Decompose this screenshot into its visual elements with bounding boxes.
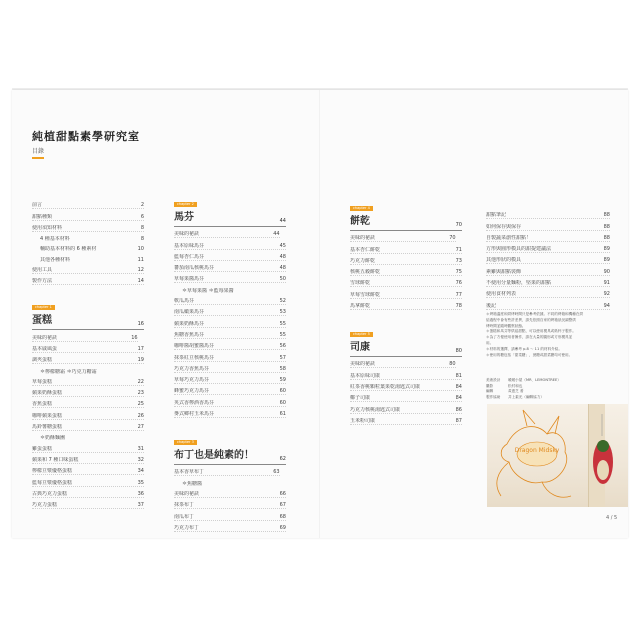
chapter-title: 布丁也是純素的！ 62 bbox=[174, 447, 286, 465]
toc-entry-page: 94 bbox=[603, 302, 610, 309]
toc-entry-label: 草莓蛋糕 bbox=[32, 378, 53, 385]
toc-entry-label: 美味的祕訣 bbox=[174, 490, 200, 497]
credit-line bbox=[486, 395, 606, 401]
credit-value: 松村和也 bbox=[508, 383, 523, 388]
toc-entry bbox=[174, 294, 286, 305]
toc-entry bbox=[32, 209, 144, 220]
page-subtitle: 目錄 bbox=[32, 148, 45, 155]
book-gutter bbox=[319, 90, 320, 538]
toc-entry-page: 90 bbox=[603, 268, 610, 275]
toc-entry bbox=[174, 384, 286, 395]
toc-entry-page: 66 bbox=[279, 490, 286, 497]
note-line: ＊烤箱溫度和烘烤時間只是參考依據。不同的烤箱和機種在烘 bbox=[486, 312, 584, 316]
toc-entry-label: 檸檬豆漿優格蛋糕 bbox=[32, 468, 73, 475]
toc-entry bbox=[174, 395, 286, 406]
toc-entry-label: 麥式鄉村玉米馬芬 bbox=[174, 411, 215, 418]
toc-entry-page: 27 bbox=[137, 424, 144, 431]
toc-entry bbox=[174, 227, 280, 238]
toc-entry-label: 美味的祕訣 bbox=[350, 235, 376, 242]
title-accent-rule bbox=[32, 157, 44, 159]
toc-entry-label: 4 種基本材料 bbox=[40, 236, 70, 243]
toc-entry-page: 48 bbox=[279, 265, 286, 272]
note-line: 用。 bbox=[486, 340, 494, 345]
toc-entry bbox=[350, 242, 462, 253]
toc-entry-page: 11 bbox=[137, 256, 144, 263]
page-number: 4 / 5 bbox=[606, 515, 618, 521]
toc-entry-label: 蘋果和 7 種口味蛋糕 bbox=[32, 456, 79, 463]
toc-entry-label: 巧克力蛋糕 bbox=[32, 502, 58, 509]
toc-entry bbox=[32, 397, 144, 408]
toc-entry-page: 67 bbox=[279, 502, 286, 509]
toc-entry bbox=[174, 362, 286, 373]
toc-entry-page: 78 bbox=[455, 303, 462, 310]
toc-entry-label: 雞蛋蛋糕 bbox=[32, 445, 53, 452]
toc-entry bbox=[486, 298, 610, 309]
toc-entry-label: 基本戚風蛋 bbox=[32, 345, 58, 352]
toc-column-1 bbox=[32, 198, 144, 509]
toc-entry bbox=[174, 283, 286, 293]
toc-entry-label: 素雞與甜點裝飾 bbox=[486, 268, 522, 275]
toc-entry bbox=[32, 263, 144, 274]
note-line: ＊為了方便使用者操作，請在大量的圓形或方形模具並 bbox=[486, 335, 573, 340]
toc-entry-page: 63 bbox=[273, 469, 280, 476]
toc-entry bbox=[486, 208, 610, 219]
toc-entry-label: 巧克力核桃湯匙式司康 bbox=[350, 406, 401, 413]
toc-entry-label: 馬拿餅乾 bbox=[350, 303, 371, 310]
toc-entry-label: 軟瓜馬芬 bbox=[174, 298, 195, 305]
chapter-title: 司康 80 bbox=[350, 339, 462, 357]
toc-entry bbox=[174, 509, 286, 520]
toc-entry-page: 10 bbox=[137, 246, 144, 253]
toc-entry bbox=[32, 198, 144, 209]
toc-entry bbox=[174, 250, 286, 261]
note-line: 焙過程中會有些許差異，請先依照自家的烤箱狀況調整烘 bbox=[486, 317, 576, 322]
toc-entry bbox=[174, 487, 286, 498]
toc-column-2 bbox=[174, 190, 286, 532]
toc-entry bbox=[32, 441, 144, 452]
toc-entry-page: 26 bbox=[137, 412, 144, 419]
toc-entry-page: 16 bbox=[131, 334, 138, 341]
toc-entry-label: 巧克力餅乾 bbox=[350, 257, 376, 264]
toc-entry-page: 75 bbox=[455, 269, 462, 276]
toc-entry-page: 88 bbox=[603, 223, 610, 230]
toc-entry bbox=[174, 350, 286, 361]
credit-value: 井上素光（編輯協力） bbox=[508, 394, 544, 399]
credit-value: 暖暖小屋（MR．LEMONTREE） bbox=[508, 378, 561, 382]
toc-entry-label: 巧克力香蕉馬芬 bbox=[174, 365, 210, 372]
toc-entry-label: 製作方法 bbox=[32, 278, 53, 285]
toc-entry bbox=[32, 364, 144, 374]
toc-entry bbox=[32, 274, 144, 285]
toc-entry-label: 核桃五穀餅乾 bbox=[350, 269, 381, 276]
toc-entry-page: 77 bbox=[455, 291, 462, 298]
toc-entry-page: 55 bbox=[279, 331, 286, 338]
toc-entry-page: 91 bbox=[603, 280, 610, 287]
toc-column-4 bbox=[486, 208, 610, 310]
toc-entry bbox=[350, 357, 456, 368]
toc-entry-label: 蘋果奶酥馬芬 bbox=[174, 320, 205, 327]
credit-value: 黃惠芝 著 bbox=[508, 389, 524, 393]
toc-entry bbox=[350, 402, 462, 413]
toc-entry bbox=[350, 380, 462, 391]
toc-entry-page: 31 bbox=[137, 445, 144, 452]
toc-entry-page: 69 bbox=[279, 524, 286, 531]
toc-entry-label: 抹茶紅豆核桃馬芬 bbox=[174, 354, 215, 361]
toc-entry bbox=[32, 408, 144, 419]
toc-entry-page: 25 bbox=[137, 401, 144, 408]
credit-key: 製作協助 bbox=[486, 394, 501, 399]
toc-entry-page: 86 bbox=[455, 406, 462, 413]
toc-entry bbox=[32, 420, 144, 431]
toc-entry bbox=[32, 375, 144, 386]
note-line: 烤時間並隨時觀察狀態。 bbox=[486, 323, 526, 328]
toc-entry bbox=[350, 276, 462, 287]
toc-entry-page: 52 bbox=[279, 298, 286, 305]
toc-entry-page: 19 bbox=[137, 357, 144, 364]
toc-entry-page: 84 bbox=[455, 395, 462, 402]
toc-entry-page: 44 bbox=[273, 231, 280, 238]
toc-entry-label: ＊焦糖醬 bbox=[182, 480, 203, 487]
toc-entry-label: ＊檸檬糖霜 ＊巧克力糖霜 bbox=[40, 368, 97, 375]
toc-entry-page: 73 bbox=[455, 257, 462, 264]
toc-entry-label: 後記 bbox=[486, 302, 497, 309]
toc-entry-page: 2 bbox=[140, 202, 144, 209]
toc-entry-label: 基本杏仁餅乾 bbox=[350, 246, 381, 253]
toc-entry bbox=[486, 264, 610, 275]
toc-entry-page: 88 bbox=[603, 234, 610, 241]
toc-entry bbox=[32, 221, 144, 232]
toc-column-3 bbox=[350, 194, 462, 425]
toc-entry-page: 59 bbox=[279, 377, 286, 384]
toc-entry bbox=[174, 238, 286, 249]
toc-entry bbox=[32, 330, 138, 341]
toc-entry bbox=[32, 386, 144, 397]
toc-entry-page: 22 bbox=[137, 378, 144, 385]
toc-entry-label: 基本香草布丁 bbox=[174, 469, 205, 476]
toc-entry bbox=[486, 219, 610, 230]
chapter-tag: chapter 4 bbox=[350, 206, 373, 211]
toc-entry-page: 6 bbox=[140, 213, 144, 220]
toc-entry-page: 70 bbox=[449, 235, 456, 242]
toc-entry-page: 8 bbox=[140, 224, 144, 231]
toc-entry-label: 藍莓豆漿優格蛋糕 bbox=[32, 479, 73, 486]
toc-entry-page: 87 bbox=[455, 417, 462, 424]
toc-entry-label: ＊草莓果醬 ＊藍莓果醬 bbox=[182, 287, 234, 294]
toc-entry bbox=[32, 498, 144, 509]
toc-entry bbox=[32, 242, 144, 252]
note-line: ＊材料的選擇，請參考 p.8 ～ 11 的材料介紹。 bbox=[486, 346, 562, 351]
credit-key: 攝影 bbox=[486, 383, 494, 388]
toc-entry-label: 咖啡醬胡蜜醬馬芬 bbox=[174, 343, 215, 350]
toc-entry bbox=[486, 242, 610, 253]
toc-entry-page: 57 bbox=[279, 354, 286, 361]
toc-entry bbox=[350, 391, 462, 402]
toc-entry-label: 南瓜布丁 bbox=[174, 513, 195, 520]
toc-entry-label: 蕃茄南瓜核桃馬芬 bbox=[174, 265, 215, 272]
toc-entry bbox=[174, 305, 286, 316]
toc-entry-page: 60 bbox=[279, 388, 286, 395]
chapter-title: 馬芬 44 bbox=[174, 209, 286, 227]
toc-entry-label: 基本原味馬芬 bbox=[174, 242, 205, 249]
dragon-label: Dragon Midsky bbox=[514, 447, 560, 454]
toc-entry bbox=[32, 475, 144, 486]
toc-entry bbox=[486, 231, 610, 242]
toc-entry bbox=[32, 342, 144, 353]
toc-entry-label: 使用須知材料 bbox=[32, 224, 63, 231]
toc-entry bbox=[32, 353, 144, 364]
toc-entry-label: 其他形狀的模具 bbox=[486, 257, 522, 264]
toc-entry-page: 92 bbox=[603, 291, 610, 298]
toc-entry-label: ＊奶酥麵團 bbox=[40, 435, 66, 442]
toc-entry-page: 37 bbox=[137, 502, 144, 509]
toc-entry bbox=[486, 253, 610, 264]
toc-entry-page: 89 bbox=[603, 257, 610, 264]
credits-block bbox=[486, 378, 606, 400]
toc-entry-label: 草莓雪球餅乾 bbox=[350, 291, 381, 298]
toc-entry-page: 45 bbox=[279, 242, 286, 249]
toc-entry-page: 14 bbox=[137, 278, 144, 285]
toc-entry-label: 草莓果醬馬芬 bbox=[174, 276, 205, 283]
toc-entry bbox=[174, 339, 286, 350]
toc-entry-page: 81 bbox=[455, 372, 462, 379]
chapter-title: 餅乾 70 bbox=[350, 213, 462, 231]
toc-entry bbox=[174, 476, 286, 486]
toc-entry-page: 89 bbox=[603, 246, 610, 253]
toc-entry bbox=[350, 254, 462, 265]
toc-entry-label: 雪球餅乾 bbox=[350, 280, 371, 287]
toc-entry-label: 咖啡蘋果蛋糕 bbox=[32, 412, 63, 419]
toc-entry bbox=[32, 431, 144, 441]
dragon-illustration bbox=[487, 404, 628, 507]
toc-entry-page: 55 bbox=[279, 320, 286, 327]
toc-entry bbox=[174, 272, 286, 283]
toc-entry-label: 其他各種材料 bbox=[40, 256, 71, 263]
toc-entry-label: 自製蔬菜創性甜點！ bbox=[486, 234, 532, 241]
toc-entry-page: 56 bbox=[279, 343, 286, 350]
chapter-tag: chapter 5 bbox=[350, 332, 373, 337]
toc-entry bbox=[32, 453, 144, 464]
toc-entry-label: 南瓜橄果馬芬 bbox=[174, 309, 205, 316]
toc-entry-page: 71 bbox=[455, 246, 462, 253]
toc-entry-page: 58 bbox=[279, 365, 286, 372]
toc-entry-page: 68 bbox=[279, 513, 286, 520]
toc-entry-label: 蘋果奶酥蛋糕 bbox=[32, 390, 63, 397]
toc-entry-label: 古典巧克力蛋糕 bbox=[32, 490, 68, 497]
toc-entry-page: 61 bbox=[279, 411, 286, 418]
toc-entry-page: 48 bbox=[279, 253, 286, 260]
chapter-tag: chapter 2 bbox=[174, 202, 197, 207]
toc-entry-label: 美味的祕訣 bbox=[32, 334, 58, 341]
toc-entry-label: 方形與圓形模具的甜提建議法 bbox=[486, 246, 552, 253]
toc-entry-label: 甜點種類 bbox=[32, 213, 53, 220]
toc-entry-page: 84 bbox=[455, 383, 462, 390]
toc-entry-label: 美味的祕訣 bbox=[174, 231, 200, 238]
toc-entry-page: 88 bbox=[603, 212, 610, 219]
toc-entry-page: 50 bbox=[279, 276, 286, 283]
toc-entry-page: 12 bbox=[137, 267, 144, 274]
toc-entry bbox=[174, 407, 286, 418]
toc-entry bbox=[174, 465, 280, 476]
toc-entry-label: 英式香檸酒香馬芬 bbox=[174, 399, 215, 406]
notes-block bbox=[486, 312, 614, 358]
toc-entry-page: 17 bbox=[137, 345, 144, 352]
toc-entry-label: 藍莓杏仁馬芬 bbox=[174, 253, 205, 260]
toc-entry bbox=[350, 414, 462, 425]
toc-entry bbox=[174, 498, 286, 509]
chapter-tag: chapter 3 bbox=[174, 440, 197, 445]
toc-entry-label: 焦糖香蕉馬芬 bbox=[174, 331, 205, 338]
toc-entry bbox=[174, 373, 286, 384]
toc-entry-label: 如何保存與保存 bbox=[486, 223, 522, 230]
toc-entry-label: 美味的祕訣 bbox=[350, 361, 376, 368]
toc-entry bbox=[486, 276, 610, 287]
toc-entry-label: 巧克力布丁 bbox=[174, 524, 200, 531]
toc-entry-label: 抹茶布丁 bbox=[174, 502, 195, 509]
toc-entry-page: 80 bbox=[449, 361, 456, 368]
toc-entry bbox=[350, 231, 456, 242]
toc-entry-page: 34 bbox=[137, 468, 144, 475]
toc-entry bbox=[350, 265, 462, 276]
toc-entry-label: 甜點筆記 bbox=[486, 212, 507, 219]
toc-entry bbox=[350, 287, 462, 298]
toc-entry bbox=[32, 487, 144, 498]
note-line: ＊使用的糖包括「甜菜糖」，蔗糖或甜菜糖均可使用。 bbox=[486, 352, 573, 357]
toc-entry bbox=[174, 521, 286, 532]
note-line: ＊蛋糕和馬芬等烘焙甜點，可以使用模具或紙杯子製作。 bbox=[486, 329, 576, 334]
toc-entry bbox=[32, 232, 144, 242]
toc-entry-label: 使用食材列表 bbox=[486, 291, 517, 298]
toc-entry-label: 玉米粉司康 bbox=[350, 417, 376, 424]
toc-entry-page: 32 bbox=[137, 456, 144, 463]
toc-entry-page: 8 bbox=[140, 236, 144, 243]
toc-entry bbox=[32, 464, 144, 475]
toc-entry bbox=[174, 316, 286, 327]
toc-entry-label: 椰子司康 bbox=[350, 395, 371, 402]
toc-entry-label: 不使用分量麵粉，堅果的甜點 bbox=[486, 280, 552, 287]
toc-entry-page: 35 bbox=[137, 479, 144, 486]
toc-entry bbox=[350, 368, 462, 379]
chapter-title: 蛋糕 16 bbox=[32, 312, 144, 330]
toc-entry bbox=[174, 328, 286, 339]
toc-entry-page: 53 bbox=[279, 309, 286, 316]
toc-entry-page: 23 bbox=[137, 390, 144, 397]
page-title: 純植甜點素學研究室 bbox=[32, 130, 140, 143]
toc-entry bbox=[486, 287, 610, 298]
toc-entry-label: 使用工具 bbox=[32, 267, 53, 274]
toc-entry-page: 60 bbox=[279, 399, 286, 406]
toc-entry-label: 紅茶香桃顆粒葉果乾湯匙式司康 bbox=[350, 383, 421, 390]
toc-entry-label: 草莓巧克力馬芬 bbox=[174, 377, 210, 384]
credit-key: 美術設計 bbox=[486, 378, 501, 382]
toc-entry-label: 基本原味司康 bbox=[350, 372, 381, 379]
toc-entry bbox=[350, 299, 462, 310]
toc-entry bbox=[174, 261, 286, 272]
toc-entry-label: 蜂蜜巧克力馬芬 bbox=[174, 388, 210, 395]
toc-entry-label: 前言 bbox=[32, 202, 43, 209]
toc-entry-page: 36 bbox=[137, 490, 144, 497]
chapter-tag: chapter 1 bbox=[32, 305, 55, 310]
credit-key: 編輯 bbox=[486, 389, 494, 393]
toc-entry bbox=[32, 252, 144, 262]
toc-entry-label: 馬鈴薯糖蛋糕 bbox=[32, 424, 63, 431]
toc-entry-label: 調夾蛋糕 bbox=[32, 357, 53, 364]
toc-entry-label: 輔助基本材料的 6 種素材 bbox=[40, 246, 97, 253]
toc-entry-page: 76 bbox=[455, 280, 462, 287]
toc-entry-label: 香蕉蛋糕 bbox=[32, 401, 53, 408]
